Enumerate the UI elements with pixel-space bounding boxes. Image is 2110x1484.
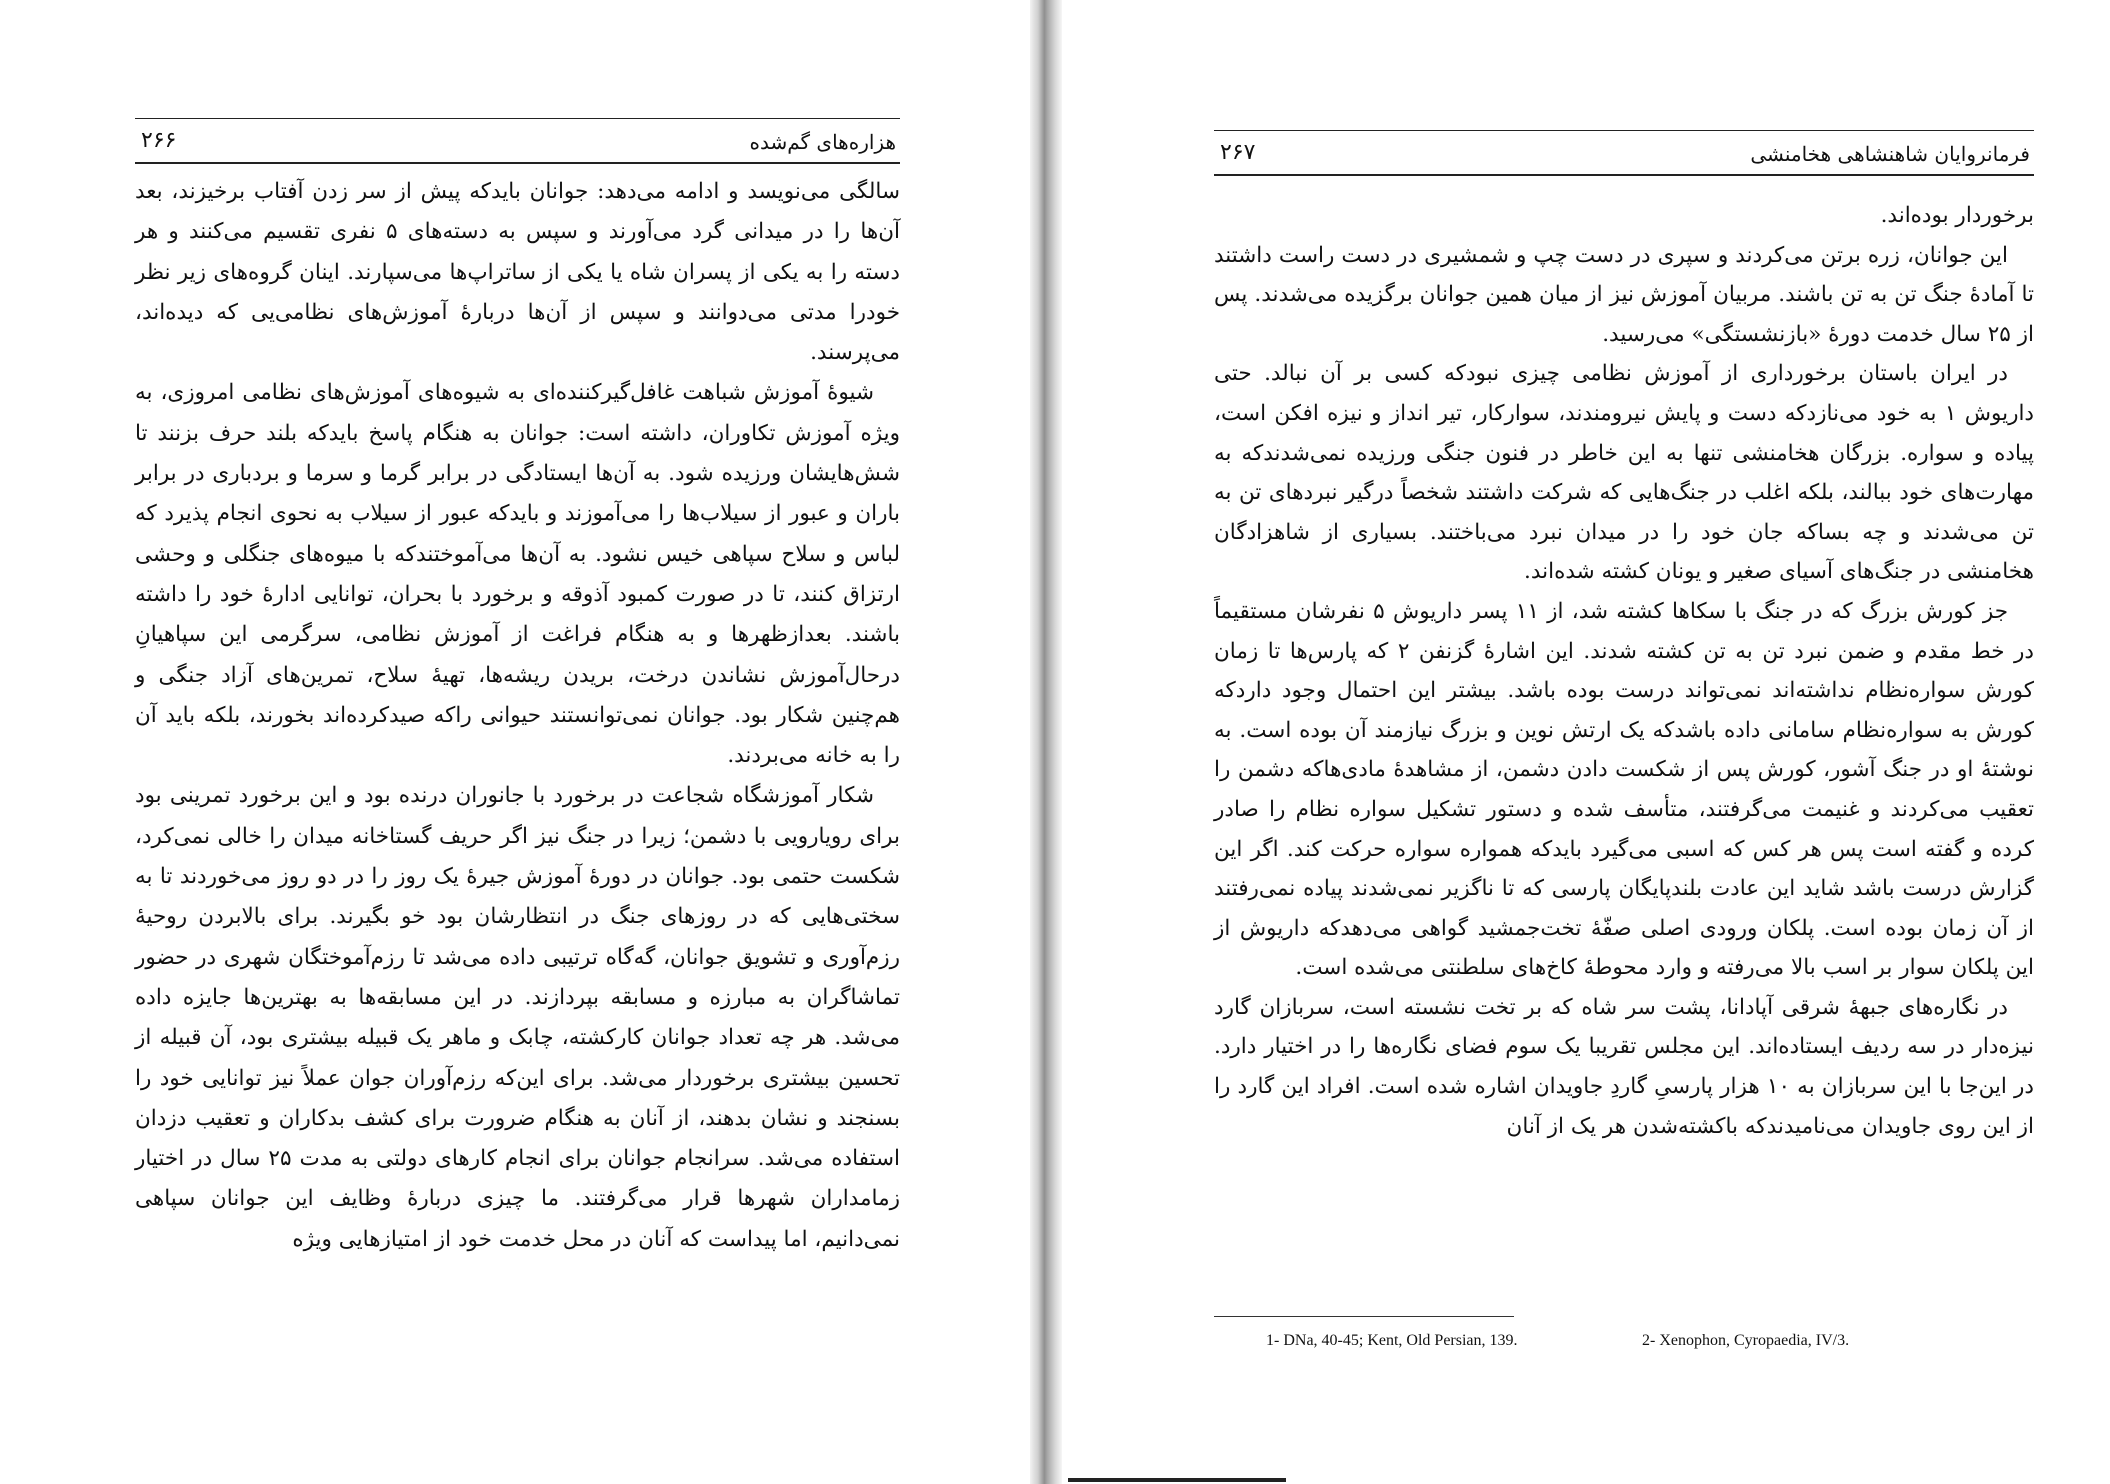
footnote-2: 2- Xenophon, Cyropaedia, IV/3. <box>1642 1332 1850 1349</box>
right-page <box>1062 0 2110 1484</box>
paragraph: در نگاره‌های جبههٔ شرقی آپادانا، پشت سر شاه که بر تخت نشسته است، سربازان گارد نیزه‌دار در سه ردیف ایستاده‌اند. این مجلس تقریبا یک سوم فضای نگاره‌ها را در اختیار دارد. در این‌جا با این سربازان به ۱۰ هزار پارسیِ گاردِ جاویدان اشاره شده است. افراد این گارد را از این روی جاویدان می‌نامیدندکه باکشته‌شدن هر یک از آنان <box>1214 994 2034 1139</box>
scan-edge-mark <box>1068 1478 1286 1482</box>
paragraph: سالگی می‌نویسد و ادامه می‌دهد: جوانان بایدکه پیش از سر زدن آفتاب برخیزند، بعد آن‌ها را در میدانی گرد می‌آورند و سپس به دسته‌های ۵ نفری تقسیم می‌کنند و هر دسته را به یکی از پسران شاه یا یکی از ساتراپ‌ها می‌سپارند. اینان گروه‌های زیر نظر خودرا مدتی می‌دوانند و سپس از آن‌ها دربارهٔ آموزش‌های نظامی‌یی که دیده‌اند، می‌پرسند. <box>135 179 901 366</box>
paragraph: شیوهٔ آموزش شباهت غافل‌گیرکننده‌ای به شیوه‌های آموزش‌های نظامی امروزی، به ویژه آموزش تکاوران، داشته است: جوانان به هنگام پاسخ بایدکه بلند حرف بزنند تا شش‌هایشان ورزیده شود. به آن‌ها ایستادگی در برابر گرما و سرما و بردباری در برابر باران و عبور از سیلاب‌ها را می‌آموزند و بایدکه عبور از سیلاب به نحوی انجام پذیرد که لباس و سلاح سپاهی خیس نشود. به آن‌ها می‌آموختندکه با میوه‌های جنگلی و وحشی ارتزاق کنند، تا در صورت کمبود آذوقه و برخورد با بحران، توانایی ادارهٔ خود را داشته باشند. بعدازظهرها و به هنگام فراغت از آموزش نظامی، سرگرمی این سپاهیانِ درحال‌آموزش نشاندن درخت، بریدن ریشه‌ها، تهیهٔ سلاح، تمرین‌های آزاد جنگی و هم‌چنین شکار بود. جوانان نمی‌توانستند حیوانی راکه صیدکرده‌اند بخورند، بلکه باید آن را به خانه می‌بردند. <box>135 380 900 769</box>
right-body-text <box>1214 196 2034 1146</box>
right-page-number: ۲۶۷ <box>1220 140 1256 165</box>
left-page-header <box>135 128 900 164</box>
paragraph: این جوانان، زره برتن می‌کردند و سپری در دست چپ و شمشیری در دست راست داشتند تا آمادهٔ جنگ تن به تن باشند. مربیان آموزش نیز از میان همین جوانان برگزیده می‌شدند. پس از ۲۵ سال خدمت دورهٔ «بازنشستگی» می‌رسید. <box>1214 242 2034 347</box>
footnote-1: 1- DNa, 40-45; Kent, Old Persian, 139. <box>1266 1332 1518 1349</box>
left-page-number: ۲۶۶ <box>141 128 177 153</box>
book-gutter <box>1030 0 1062 1484</box>
paragraph: برخوردار بوده‌اند. <box>1880 203 2034 228</box>
right-running-title: فرمانروایان شاهنشاهی هخامنشی <box>1750 142 2030 166</box>
right-page-header <box>1214 140 2034 176</box>
left-page <box>0 0 1030 1484</box>
paragraph: در ایران باستان برخورداری از آموزش نظامی چیزی نبودکه کسی بر آن نبالد. حتی داریوش ۱ به خود می‌نازدکه دست و پایش نیرومندند، سوارکار، تیر انداز و نیزه افکن است، پیاده و سواره. بزرگان هخامنشی تنها به این خاطر در فنون جنگی ورزیده نمی‌شدندکه به مهارت‌های خود ببالند، بلکه اغلب در جنگ‌هایی که شرکت داشتند شخصاً درگیر نبردهای تن به تن می‌شدند و چه بساکه جان خود را در میدان نبرد می‌باختند. بسیاری از شاهزادگان هخامنشی در جنگ‌های آسیای صغیر و یونان کشته شده‌اند. <box>1214 361 2035 585</box>
left-running-title: هزاره‌های گم‌شده <box>749 130 896 154</box>
left-body-text <box>135 172 900 1260</box>
paragraph: شکار آموزشگاه شجاعت در برخورد با جانوران درنده بود و این برخورد تمرینی بود برای رویارویی با دشمن؛ زیرا در جنگ نیز اگر حریف گستاخانه میدان را خالی نمی‌کرد، شکست حتمی بود. جوانان در دورهٔ آموزش جیرهٔ یک روز را در دو روز می‌خوردند تا به سختی‌هایی که در روزهای جنگ در انتظارشان بود خو بگیرند. برای بالابردن روحیهٔ رزم‌آوری و تشویق جوانان، گه‌گاه ترتیبی داده می‌شد تا رزم‌آموختگان شهری در حضور تماشاگران به مبارزه و مسابقه بپردازند. در این مسابقه‌ها به بهترین‌ها جایزه داده می‌شد. هر چه تعداد جوانان کارکشته، چابک و ماهر یک قبیله بیشتری بود، آن قبیله از تحسین بیشتری برخوردار می‌شد. برای این‌که رزم‌آوران جوان عملاً نیز توانایی خود را بسنجند و نشان بدهند، از آنان به هنگام ضرورت برای کشف بدکاران و تعقیب دزدان استفاده می‌شد. سرانجام جوانان برای انجام کارهای دولتی به مدت ۲۵ سال در اختیار زمامداران شهرها قرار می‌گرفتند. ما چیزی دربارهٔ وظایف این جوانان سپاهی نمی‌دانیم، اما پیداست که آنان در محل خدمت خود از امتیازهایی ویژه <box>135 783 900 1252</box>
paragraph: جز کورش بزرگ که در جنگ با سکاها کشته شد، از ۱۱ پسر داریوش ۵ نفرشان مستقیماً در خط مقدم و ضمن نبرد تن به تن کشته شدند. این اشارهٔ گزنفن ۲ که پارس‌ها تا زمان کورش سواره‌نظام نداشته‌اند نمی‌تواند درست بوده باشد. بیشتر این احتمال وجود داردکه کورش به سواره‌نظام سامانی داده باشدکه یک ارتش نوین و بزرگ نیازمند آن بوده است. به نوشتهٔ او در جنگ آشور، کورش پس از شکست دادن دشمن، از مشاهدهٔ مادی‌هاکه دشمن را تعقیب می‌کردند و غنیمت می‌گرفتند، متأسف شده و دستور تشکیل سواره نظام را صادر کرده و گفته است پس هر کس که اسبی می‌گیرد بایدکه همواره سواره حرکت کند. اگر این گزارش درست باشد شاید این عادت بلندپایگان پارسی که تا ناگزیر نمی‌شدند پیاده نمی‌رفتند از آن زمان بوده است. پلکان ورودی اصلی صفّهٔ تخت‌جمشید گواهی می‌دهدکه داریوش از این پلکان سوار بر اسب بالا می‌رفته و وارد محوطهٔ کاخ‌های سلطنتی می‌شده است. <box>1214 598 2034 981</box>
footnote-divider <box>1214 1316 1514 1317</box>
